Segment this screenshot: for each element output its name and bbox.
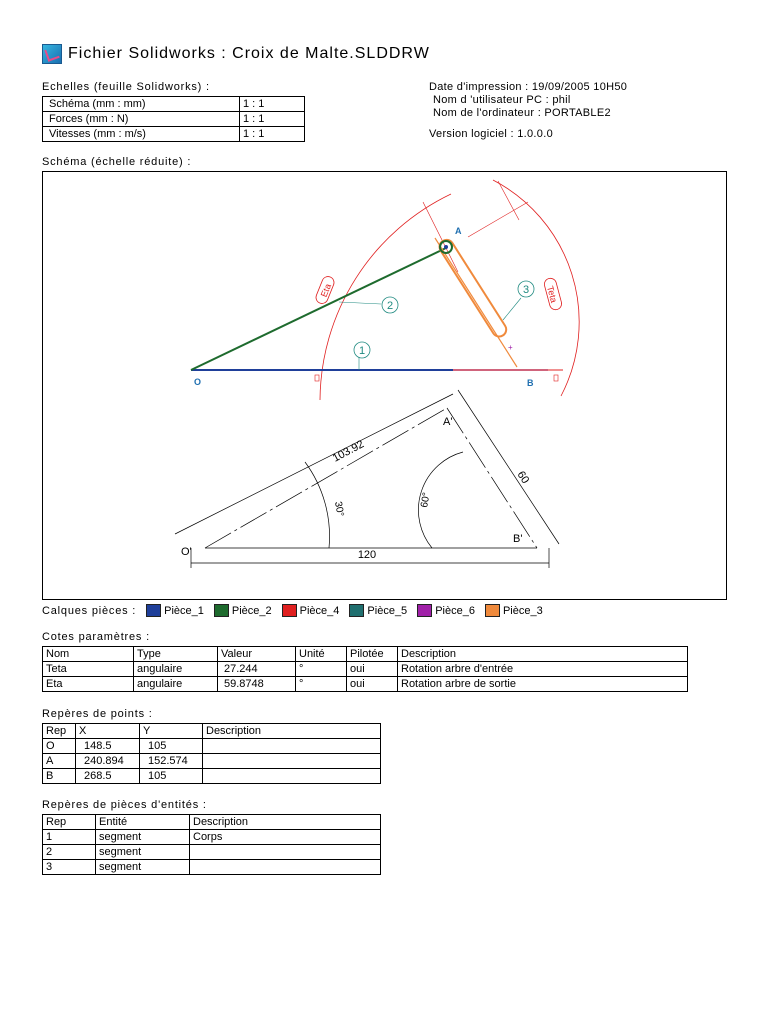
label-b-prime: B' <box>513 533 523 545</box>
table-header-row: Rep X Y Description <box>43 724 381 739</box>
swatch-piece-2 <box>214 604 229 617</box>
table-row: 2 segment <box>43 845 381 860</box>
points-heading: Repères de points : <box>42 708 153 720</box>
legend-item: Pièce_4 <box>282 604 340 617</box>
print-info <box>429 81 627 141</box>
schema-frame <box>42 171 727 600</box>
label-a: A <box>455 226 462 236</box>
legend-item: Pièce_2 <box>214 604 272 617</box>
label-o: O <box>194 377 202 387</box>
legend-label: Calques pièces : <box>42 604 137 617</box>
schema-heading: Schéma (échelle réduite) : <box>42 156 192 168</box>
angle-30: 30° <box>332 500 346 518</box>
swatch-piece-5 <box>349 604 364 617</box>
scales-heading: Echelles (feuille Solidworks) : <box>42 81 210 93</box>
teta-arc <box>493 180 579 396</box>
legend-item: Pièce_3 <box>485 604 543 617</box>
swatch-piece-3 <box>485 604 500 617</box>
table-row: 1 segment Corps <box>43 830 381 845</box>
svg-text:Eta: Eta <box>318 282 334 299</box>
label-o-prime: O' <box>181 546 192 558</box>
points-table <box>42 723 381 784</box>
dim-60: 60 <box>514 469 532 486</box>
entities-table <box>42 814 381 875</box>
mechanism-drawing <box>43 172 728 601</box>
legend-item: Pièce_1 <box>146 604 204 617</box>
teta-tag <box>543 277 563 311</box>
solidworks-logo-icon <box>42 44 62 64</box>
svg-text:Teta: Teta <box>545 284 560 304</box>
swatch-piece-6 <box>417 604 432 617</box>
table-row: O 148.5 105 <box>43 739 381 754</box>
legend-item: Pièce_5 <box>349 604 407 617</box>
params-heading: Cotes paramètres : <box>42 631 150 643</box>
entities-heading: Repères de pièces d'entités : <box>42 799 207 811</box>
svg-text:+: + <box>508 343 513 352</box>
segment-2 <box>191 248 446 370</box>
params-table <box>42 646 688 692</box>
table-row: Vitesses (mm : m/s) 1 : 1 <box>43 127 305 142</box>
construction-drawing <box>175 390 559 568</box>
print-date: Date d'impression : 19/09/2005 10H50 <box>429 81 628 93</box>
scales-table <box>42 96 305 142</box>
table-row: B 268.5 105 <box>43 769 381 784</box>
table-row: 3 segment <box>43 860 381 875</box>
swatch-piece-1 <box>146 604 161 617</box>
eta-tag <box>314 275 336 305</box>
swatch-piece-4 <box>282 604 297 617</box>
document-title <box>42 44 430 64</box>
layer-legend <box>42 604 553 617</box>
dim-120: 120 <box>357 549 377 561</box>
label-b: B <box>527 378 534 388</box>
table-row: Eta angulaire 59.8748 ° oui Rotation arbre de sortie <box>43 677 688 692</box>
svg-text:1: 1 <box>358 345 366 357</box>
svg-text:3: 3 <box>522 284 530 296</box>
title-text: Fichier Solidworks : Croix de Malte.SLDDRW <box>68 45 430 62</box>
dim-103: 103.92 <box>330 438 367 465</box>
software-version: Version logiciel : 1.0.0.0 <box>429 128 553 140</box>
table-row: Forces (mm : N) 1 : 1 <box>43 112 305 127</box>
svg-text:2: 2 <box>386 300 394 312</box>
table-row: A 240.894 152.574 <box>43 754 381 769</box>
table-row: Schéma (mm : mm) 1 : 1 <box>43 97 305 112</box>
label-a-prime: A' <box>443 416 453 428</box>
table-row: Teta angulaire 27.244 ° oui Rotation arbre d'entrée <box>43 662 688 677</box>
table-header-row: Rep Entité Description <box>43 815 381 830</box>
table-header-row: Nom Type Valeur Unité Pilotée Description <box>43 647 688 662</box>
computer-name: Nom de l'ordinateur : PORTABLE2 <box>433 107 611 119</box>
angle-60: 60° <box>419 491 433 509</box>
pc-user: Nom d 'utilisateur PC : phil <box>433 94 571 106</box>
legend-item: Pièce_6 <box>417 604 475 617</box>
